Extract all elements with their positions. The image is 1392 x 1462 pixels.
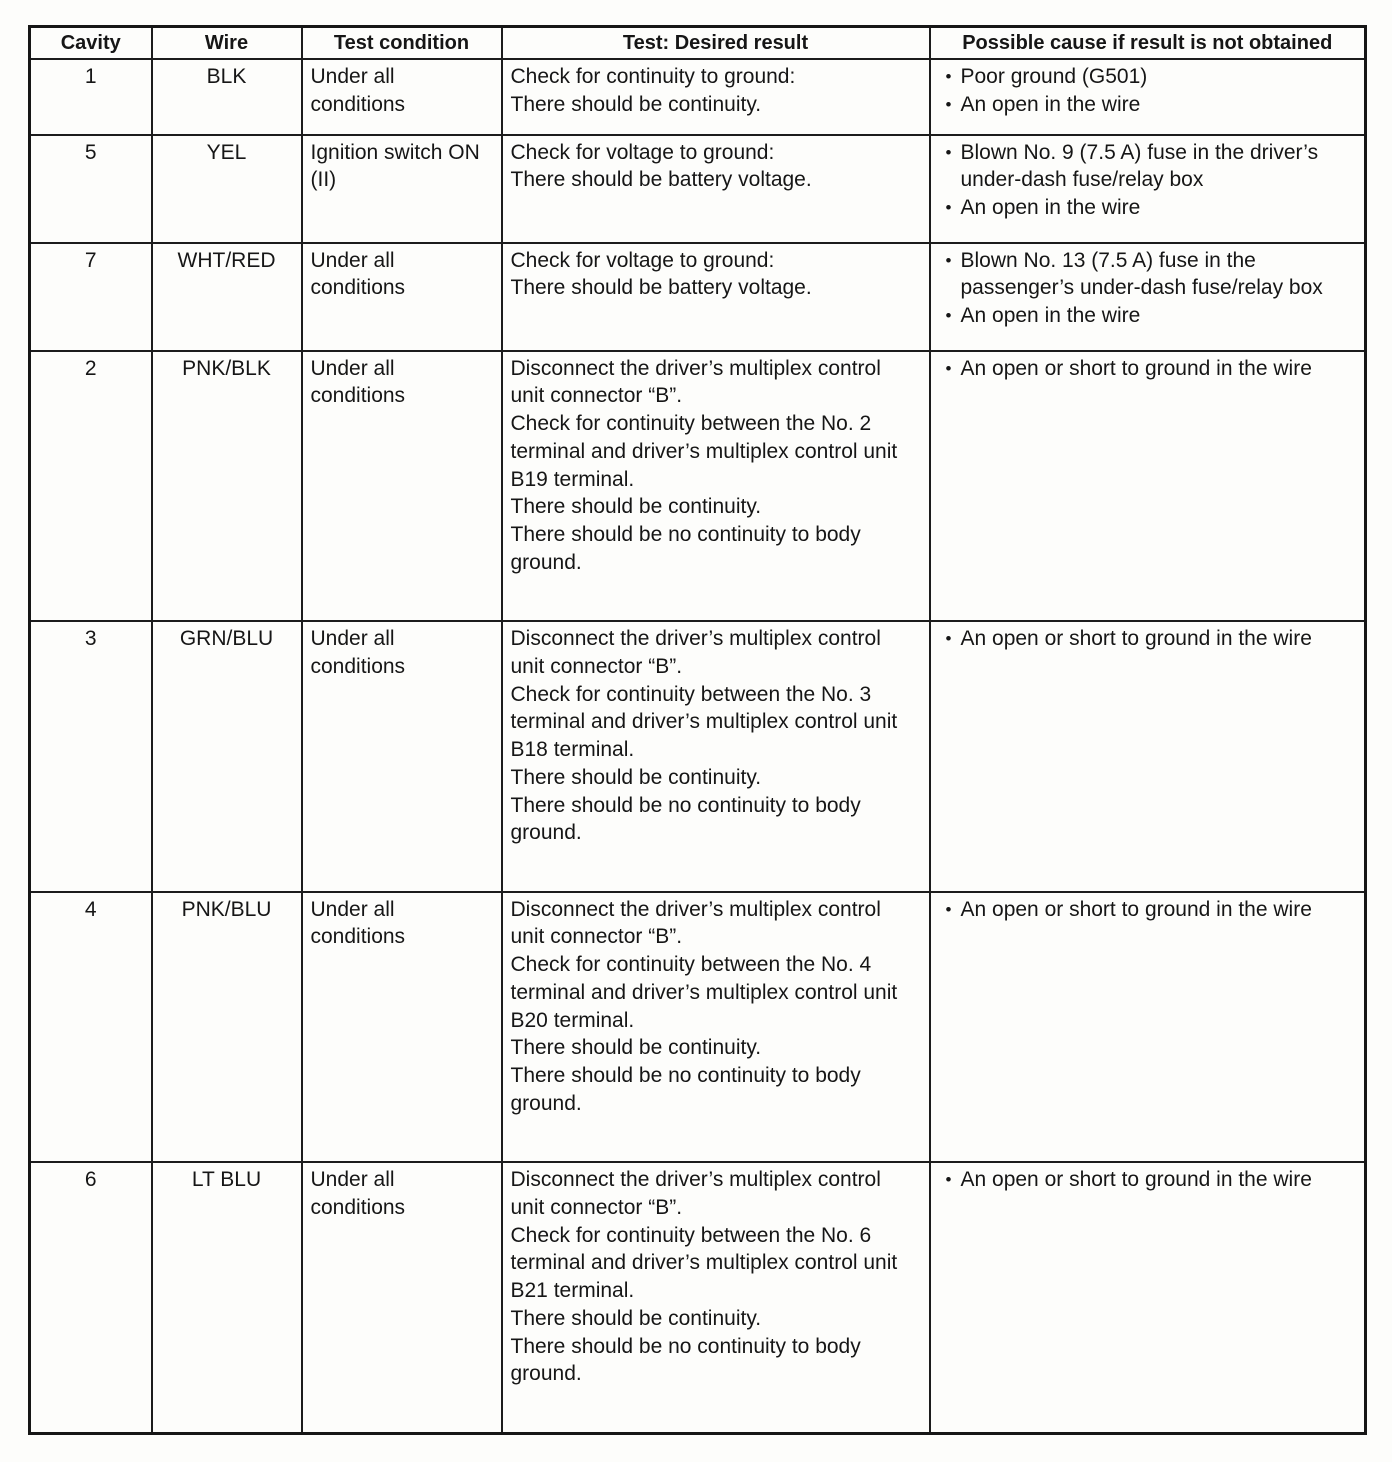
- header-test-condition: Test condition: [302, 27, 502, 60]
- table-body: [30, 59, 1366, 1434]
- table-row: [30, 351, 1366, 622]
- cause-text: An open or short to ground in the wire: [960, 356, 1312, 380]
- result-line: There should be battery voltage.: [510, 276, 812, 300]
- cause-item: [937, 139, 1357, 194]
- desired-result-cell: [502, 243, 930, 351]
- desired-result-cell: [502, 1162, 930, 1433]
- cavity-cell: 4: [30, 892, 152, 1163]
- cavity-cell: 3: [30, 621, 152, 892]
- table-row: [30, 59, 1366, 135]
- table-row: [30, 243, 1366, 351]
- possible-cause-cell: [930, 892, 1366, 1163]
- result-line: Check for voltage to ground:: [510, 140, 775, 164]
- bullet-icon: •: [945, 197, 952, 217]
- bullet-icon: •: [945, 306, 952, 326]
- cavity-cell: 6: [30, 1162, 152, 1433]
- bullet-icon: •: [945, 67, 952, 86]
- bullet-icon: •: [945, 250, 952, 270]
- result-line: Check for continuity between the No. 2 terminal and driver’s multiplex control unit B19 terminal.: [510, 412, 898, 491]
- table-row: [30, 135, 1366, 243]
- wire-cell: PNK/BLK: [152, 351, 302, 622]
- cause-item: [937, 194, 1357, 222]
- test-condition-cell: Ignition switch ON (II): [302, 135, 502, 243]
- possible-cause-cell: [930, 59, 1366, 135]
- possible-cause-cell: [930, 351, 1366, 622]
- header-desired-result: Test: Desired result: [502, 27, 930, 60]
- table-header-row: [30, 27, 1366, 60]
- cause-item: [937, 1166, 1357, 1194]
- cause-text: An open or short to ground in the wire: [960, 627, 1312, 651]
- header-cavity: Cavity: [30, 27, 152, 60]
- cause-text: Poor ground (G501): [960, 65, 1148, 88]
- desired-result-cell: [502, 351, 930, 622]
- cause-text: An open or short to ground in the wire: [960, 1168, 1312, 1192]
- bullet-icon: •: [945, 358, 952, 378]
- result-line: Check for continuity to ground:: [510, 65, 796, 88]
- desired-result-cell: [502, 135, 930, 243]
- bullet-icon: •: [945, 899, 952, 919]
- wire-cell: LT BLU: [152, 1162, 302, 1433]
- test-condition-cell: Under all conditions: [302, 59, 502, 135]
- bullet-icon: •: [945, 142, 952, 162]
- table-row: [30, 892, 1366, 1163]
- table-row: [30, 1162, 1366, 1433]
- result-line: There should be continuity.: [510, 765, 762, 789]
- wire-cell: YEL: [152, 135, 302, 243]
- cause-text: An open in the wire: [960, 304, 1141, 328]
- wiring-diagnosis-table: [28, 25, 1367, 1435]
- result-line: There should be continuity.: [510, 1036, 762, 1060]
- possible-cause-cell: [930, 621, 1366, 892]
- result-line: Disconnect the driver’s multiplex control unit connector “B”.: [510, 356, 881, 408]
- test-condition-cell: Under all conditions: [302, 621, 502, 892]
- result-line: Check for voltage to ground:: [510, 248, 775, 272]
- cavity-cell: 7: [30, 243, 152, 351]
- test-condition-cell: Under all conditions: [302, 351, 502, 622]
- result-line: There should be battery voltage.: [510, 168, 812, 192]
- wire-cell: BLK: [152, 59, 302, 135]
- cause-item: [937, 625, 1357, 653]
- possible-cause-cell: [930, 1162, 1366, 1433]
- cavity-cell: 1: [30, 59, 152, 135]
- bullet-icon: •: [945, 1170, 952, 1190]
- result-line: There should be no continuity to body ground.: [510, 522, 861, 574]
- wire-cell: GRN/BLU: [152, 621, 302, 892]
- result-line: Disconnect the driver’s multiplex control unit connector “B”.: [510, 1168, 881, 1219]
- cause-item: [937, 896, 1357, 924]
- desired-result-cell: [502, 892, 930, 1163]
- cause-text: Blown No. 9 (7.5 A) fuse in the driver’s under-dash fuse/relay box: [960, 140, 1319, 192]
- cause-text: An open in the wire: [960, 195, 1141, 219]
- cavity-cell: 2: [30, 351, 152, 622]
- result-line: There should be no continuity to body ground.: [510, 793, 861, 845]
- desired-result-cell: [502, 621, 930, 892]
- cause-text: Blown No. 13 (7.5 A) fuse in the passenger’s under-dash fuse/relay box: [960, 248, 1323, 300]
- bullet-icon: •: [945, 94, 952, 114]
- result-line: There should be continuity.: [510, 1306, 762, 1330]
- result-line: Check for continuity between the No. 6 terminal and driver’s multiplex control unit B21 terminal.: [510, 1223, 898, 1303]
- test-condition-cell: Under all conditions: [302, 1162, 502, 1433]
- test-condition-cell: Under all conditions: [302, 243, 502, 351]
- result-line: There should be continuity.: [510, 495, 762, 519]
- result-line: Check for continuity between the No. 4 terminal and driver’s multiplex control unit B20 terminal.: [510, 953, 898, 1032]
- wire-cell: PNK/BLU: [152, 892, 302, 1163]
- wire-cell: WHT/RED: [152, 243, 302, 351]
- cause-item: [937, 91, 1357, 119]
- cause-item: [937, 247, 1357, 302]
- header-possible-cause: Possible cause if result is not obtained: [930, 27, 1366, 60]
- cause-item: [937, 63, 1357, 91]
- cavity-cell: 5: [30, 135, 152, 243]
- result-line: There should be continuity.: [510, 92, 762, 116]
- test-condition-cell: Under all conditions: [302, 892, 502, 1163]
- cause-item: [937, 355, 1357, 383]
- cause-item: [937, 302, 1357, 330]
- cause-text: An open or short to ground in the wire: [960, 897, 1312, 921]
- cause-text: An open in the wire: [960, 92, 1141, 116]
- possible-cause-cell: [930, 243, 1366, 351]
- result-line: Disconnect the driver’s multiplex control unit connector “B”.: [510, 627, 881, 678]
- table-row: [30, 621, 1366, 892]
- result-line: Disconnect the driver’s multiplex control unit connector “B”.: [510, 897, 881, 949]
- result-line: There should be no continuity to body ground.: [510, 1334, 861, 1386]
- result-line: Check for continuity between the No. 3 terminal and driver’s multiplex control unit B18 terminal.: [510, 682, 898, 762]
- desired-result-cell: [502, 59, 930, 135]
- header-wire: Wire: [152, 27, 302, 60]
- bullet-icon: •: [945, 629, 952, 649]
- result-line: There should be no continuity to body ground.: [510, 1064, 861, 1115]
- possible-cause-cell: [930, 135, 1366, 243]
